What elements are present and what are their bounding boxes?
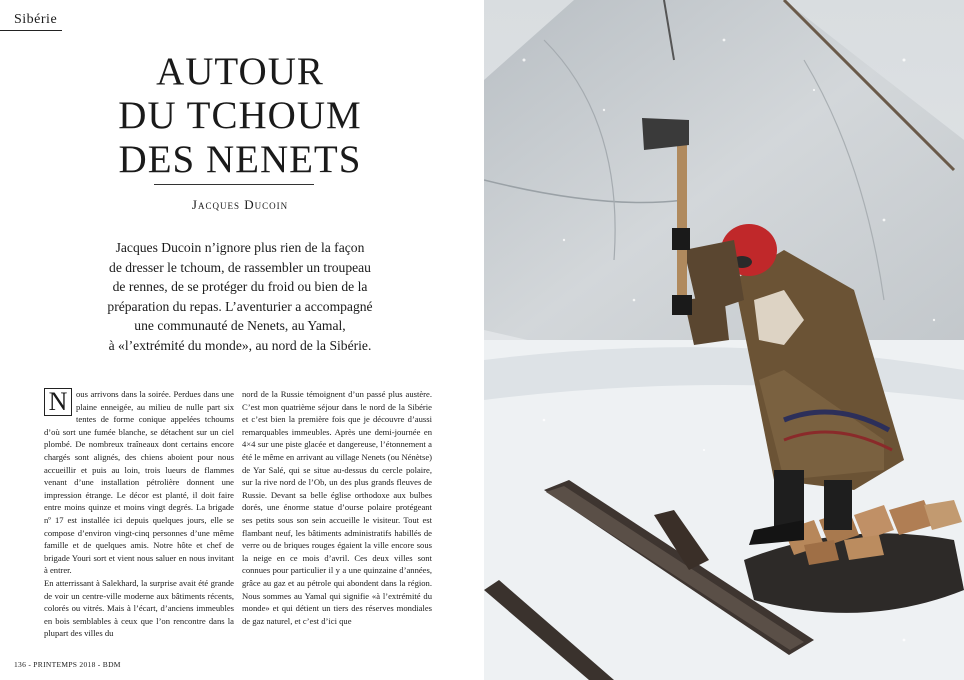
page-folio: 136 - PRINTEMPS 2018 - BDM	[14, 660, 121, 669]
photo-illustration	[484, 0, 964, 680]
lead-line: Jacques Ducoin n’ignore plus rien de la façon	[115, 240, 365, 255]
lead-line: de dresser le tchoum, de rassembler un troupeau	[109, 259, 371, 275]
body-column-1	[44, 388, 234, 640]
title-divider	[154, 184, 314, 185]
lead-line: préparation du repas. L’aventurier a accompagné	[107, 298, 373, 314]
body-paragraph: En atterrissant à Salekhard, la surprise avait été grande de voir un centre-ville moderne aux bâtiments récents, colorés ou vitrés. Mais à l’écart, d’anciens immeubles en bois semblables à ceux que l’on rencontre dans la plupart des villes du	[44, 577, 234, 639]
body-paragraph: nord de la Russie témoignent d’un passé plus austère. C’est mon quatrième séjour dans le nord de la Sibérie et c’est bien la première fois que je découvre d’aussi remarquables immeubles. Après une demi-journée en 4×4 sur une piste glacée et dangereuse, l’étonnement a été le même en arrivant au village Nenets (ou Nénètse) de Yar Salé, qui se situe au-dessus du cercle polaire, sur la rive nord de l’Ob, un des plus grands fleuves de Russie. Devant sa belle église orthodoxe aux bulbes dorés, une énorme statue d’ourse polaire protégeant ses petits sous son sein accueille le visiteur. Tout est flambant neuf, les bâtiments administratifs habillés de verre ou de briques rouges égaient la ville encore sous la neige en ce mois d’avril. Ces deux villes sont connues pour particulier il y a une quinzaine d’années, grâce au gaz et au pétrole qui abondent dans la région. Nous sommes au Yamal qui signifie «à l’extrémité du monde» et qui détient un tiers des réserves mondiales de gaz naturel, et c’est d’ici que	[242, 389, 432, 626]
body-column-2	[242, 388, 432, 627]
drop-cap: N	[44, 388, 72, 416]
title-line-3: DES NENETS	[118, 138, 362, 181]
title-line-1: AUTOUR	[156, 50, 324, 93]
section-rule	[0, 30, 62, 31]
title-line-2: DU TCHOUM	[118, 94, 362, 137]
author-byline: Jacques Ducoin	[191, 197, 289, 212]
section-label: Sibérie	[14, 12, 58, 27]
lead-paragraph	[60, 238, 420, 355]
body-paragraph: ous arrivons dans la soirée. Perdues dans une plaine enneigée, au milieu de nulle part six tentes de forme conique appelées tchoums d’où sort une fumée blanche, se détachent sur un ciel plombé. De nombreux traîneaux dont certains encore chargés sont alignés, des chiens aboient pour nous accueillir et puis au loin, trois lueurs de flammes venant d’une installation pétrolière donnent une impression étrange. Le décor est planté, il doit faire entre moins quinze et moins vingt degrés. La brigade nº 17 est installée ici depuis quelques jours, elle se compose d’environ vingt-cinq personnes d’une même famille et de quelques amis. Notre hôte et chef de brigade Youri sort et vient nous saluer en nous invitant à entrer.	[44, 389, 234, 576]
lead-line: à «l’extrémité du monde», au nord de la Sibérie.	[108, 337, 372, 353]
photo-nenets-chopping-wood	[484, 0, 964, 680]
lead-line: une communauté de Nenets, au Yamal,	[134, 318, 346, 333]
article-title	[30, 50, 450, 182]
lead-line: de rennes, de se protéger du froid ou bien de la	[112, 279, 368, 294]
